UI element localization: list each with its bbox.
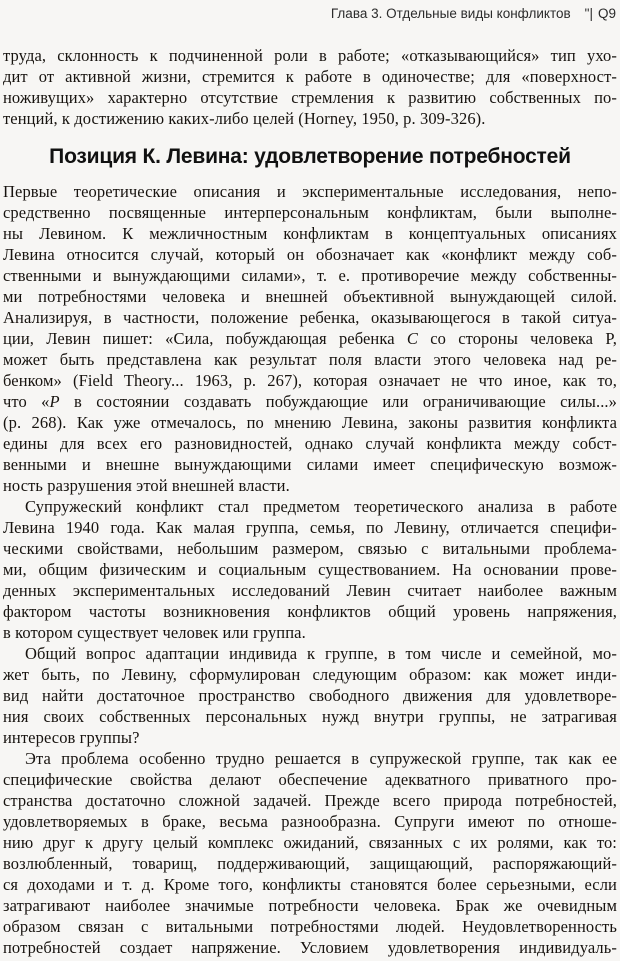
text-line: возлюбленный, товарищ, поддерживающий, защищающий, распоряжающий- [3,854,617,873]
text-line: дит от активной жизни, стремится к работе в одиночестве; для «поверхност- [3,67,617,86]
section-heading: Позиция К. Левина: удовлетворение потребностей [49,145,571,168]
text-line: Первые теоретические описания и экспериментальные исследования, непо- [3,182,617,201]
text-line: едины для всех его разновидностей, однако случай конфликта между собст- [3,434,617,453]
paragraph [3,181,617,496]
text-line: ми потребностями человека и внешней объективной вынуждающей силой. [3,287,617,306]
text-line: Левина относится случай, который он обозначает как «конфликт между соб- [3,245,617,264]
page-number: Q9 [597,6,616,21]
text-line: удовлетворяемых в браке, весьма разнообразна. Супруги имеют по отноше- [3,812,617,831]
paragraph [3,748,617,958]
page-number-group [585,6,616,21]
text-line: бенком» (Field Theory... 1963, p. 267), которая означает не что иное, как то, [3,371,617,390]
text-line: Анализируя, в частности, положение ребенка, оказывающегося в такой ситуа- [3,308,617,327]
text-line: что «P в состоянии создавать побуждающие или ограничивающие силы...» [3,392,617,411]
text-line: ноживущих» характерно отсутствие стремления к развитию собственных по- [3,88,617,107]
text-line: Левина 1940 года. Как малая группа, семья, по Левину, отличается специфи- [3,518,617,537]
text-line: труда, склонность к подчиненной роли в работе; «отказывающийся» тип ухо- [3,46,617,65]
text-line: денных экспериментальных исследований Левин считает наиболее важным [3,581,617,600]
text-line: фактором частоты возникновения конфликтов общий уровень напряжения, [3,602,617,621]
text-line: Супружеский конфликт стал предметом теоретического анализа в работе [25,497,617,516]
text-line: нию друг к другу целый комплекс ожиданий, связанных с их ролями, как то: [3,833,617,852]
running-header [3,6,617,24]
text-line: ность разрушения этой внешней власти. [3,476,290,495]
text-line: странства достаточно сложной задачей. Прежде всего природа потребностей, [3,791,617,810]
text-line: ся доходами и т. д. Кроме того, конфликты становятся более серьезными, если [3,875,617,894]
text-line: ственными и вынуждающими силами», т. е. противоречие между собственны- [3,266,617,285]
paragraph [3,45,617,129]
scan-artifact-mark: "| [584,6,593,21]
text-line: средственно посвященные интерперсональным конфликтам, были выполне- [3,203,617,222]
text-line: специфические свойства делают обеспечение адекватного приватного про- [3,770,617,789]
paragraph [3,643,617,748]
text-line: венными и внешне вынуждающими силами имеет специфическую возмож- [3,455,617,474]
text-line: интересов группы? [3,728,140,747]
text-line: тенций, к достижению каких-либо целей (Horney, 1950, p. 309-326). [3,109,486,128]
text-line: вид найти достаточное пространство свободного движения для удовлетворе- [3,686,617,705]
text-line: в котором существует человек или группа. [3,623,306,642]
text-line: может быть представлена как результат поля власти этого человека над ре- [3,350,617,369]
text-line: ции, Левин пишет: «Сила, побуждающая ребенка C со стороны человека P, [3,329,617,348]
body-text [3,45,617,958]
text-line: образом связан с витальными потребностями людей. Неудовлетворенность [3,917,617,936]
text-line: ны Левином. К межличностным конфликтам в концептуальных описаниях [3,224,617,243]
text-line: затрагивают наиболее значимые потребности человека. Брак же очевидным [3,896,617,915]
text-line: Общий вопрос адаптации индивида к группе, в том числе и семейной, мо- [25,644,617,663]
text-line: ческими свойствами, небольшим размером, связью с витальными проблема- [3,539,617,558]
text-line: Эта проблема особенно трудно решается в супружеской группе, так как ее [25,749,617,768]
chapter-title: Глава 3. Отдельные виды конфликтов [330,6,571,21]
paragraph [3,496,617,643]
text-line: жет быть, по Левину, сформулирован следующим образом: как может инди- [3,665,617,684]
text-line: ния своих собственных персональных нужд внутри группы, не затрагивая [3,707,617,726]
text-line: ми, общим физическим и социальным существованием. На основании прове- [3,560,617,579]
text-line: потребностей создает напряжение. Условием удовлетворения индивидуаль- [3,938,617,957]
text-line: (p. 268). Как уже отмечалось, по мнению Левина, законы развития конфликта [3,413,617,432]
